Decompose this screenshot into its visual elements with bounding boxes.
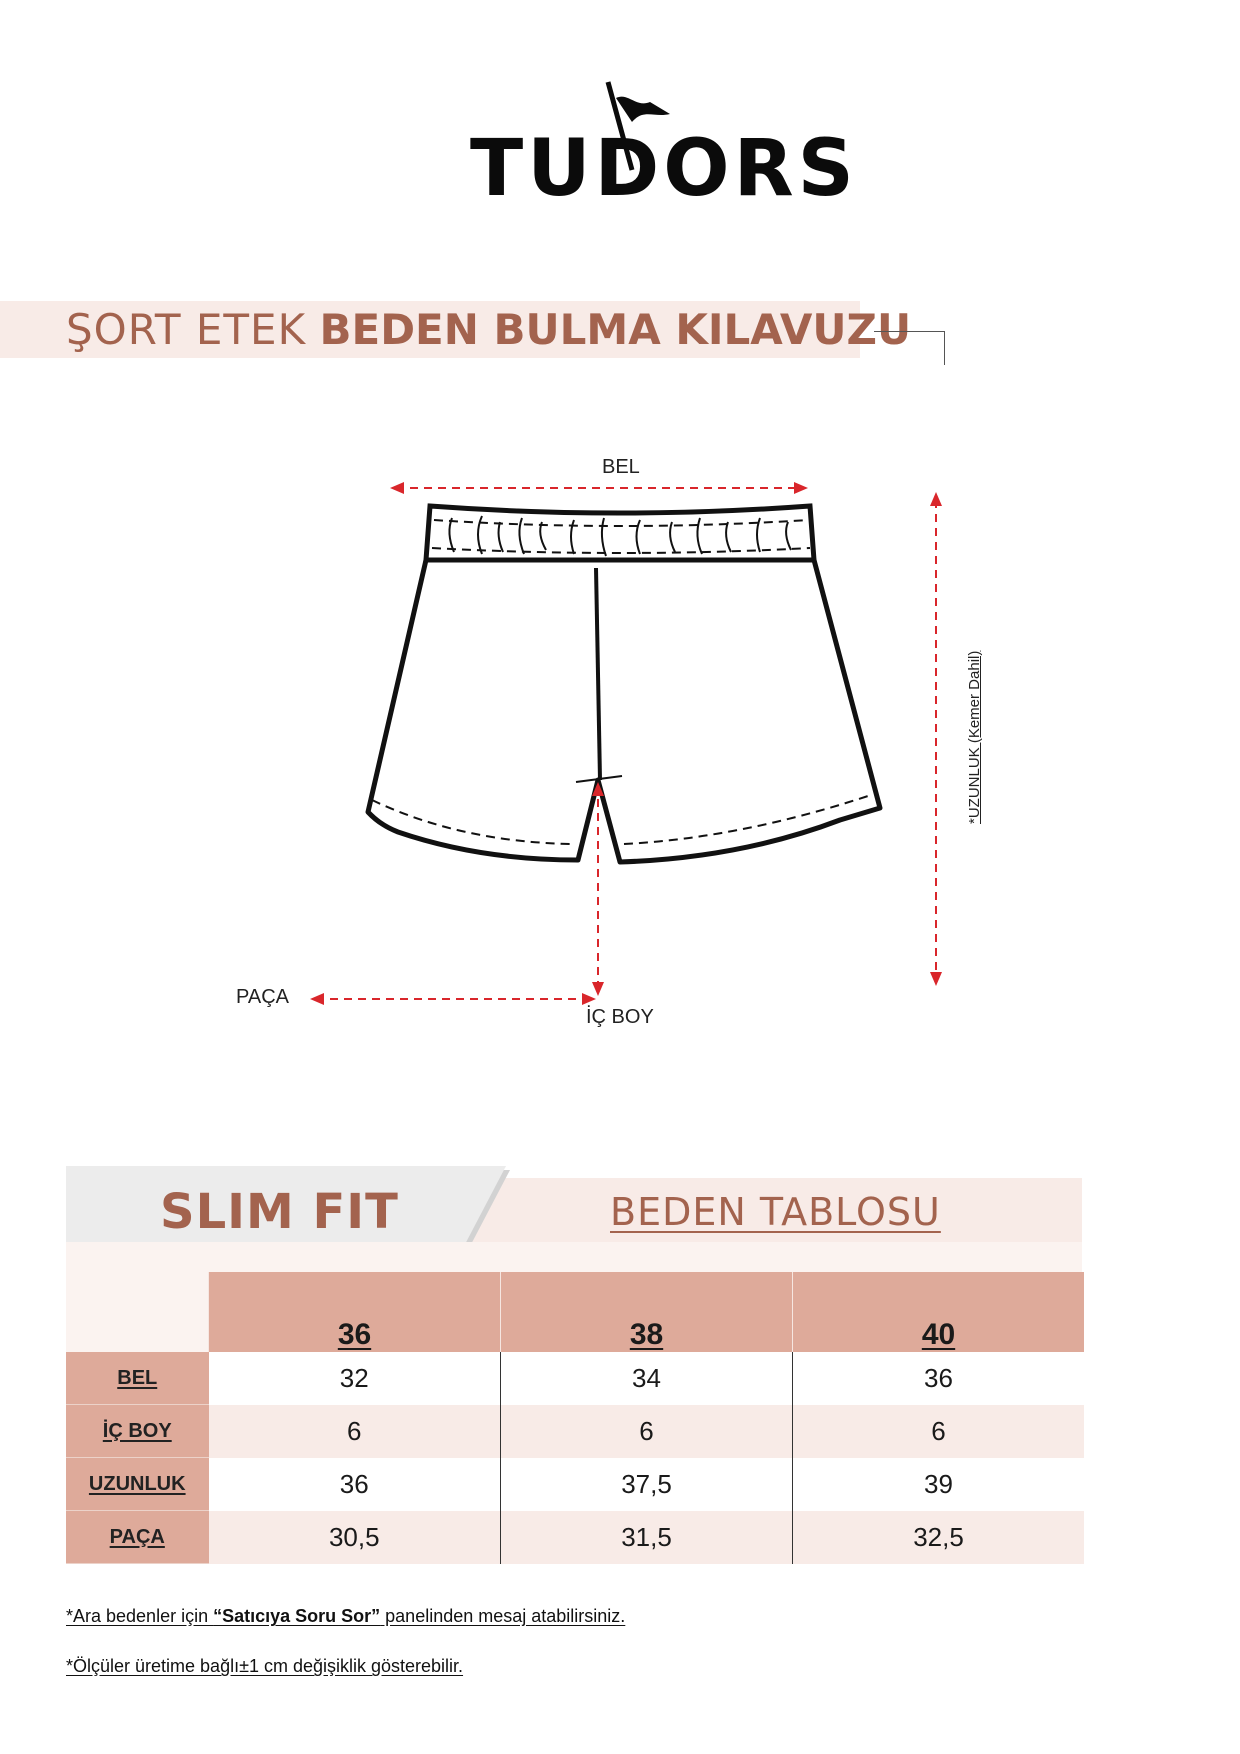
label-waist: BEL [602, 456, 640, 478]
brand-logo [470, 78, 858, 214]
size-header: 40 [793, 1272, 1085, 1352]
page-title [66, 305, 912, 354]
label-inseam: İÇ BOY [586, 1006, 654, 1028]
table-title: BEDEN TABLOSU [610, 1190, 941, 1234]
shorts-diagram [220, 440, 1000, 1040]
heading-rule [874, 331, 945, 365]
size-header: 36 [209, 1272, 501, 1352]
table-cell: 34 [501, 1352, 793, 1405]
note1-pre: *Ara bedenler için [66, 1606, 214, 1626]
table-row [66, 1405, 1084, 1458]
size-header-row [66, 1272, 1084, 1352]
note-intermediate-sizes [66, 1606, 625, 1627]
table-cell: 6 [501, 1405, 793, 1458]
table-row [66, 1511, 1084, 1564]
table-cell: 6 [793, 1405, 1085, 1458]
logo-text: TUDORS [470, 124, 858, 214]
table-corner [66, 1272, 209, 1352]
table-cell: 32 [209, 1352, 501, 1405]
table-cell: 37,5 [501, 1458, 793, 1511]
table-cell: 30,5 [209, 1511, 501, 1564]
row-label: İÇ BOY [66, 1405, 209, 1458]
row-label: UZUNLUK [66, 1458, 209, 1511]
table-cell: 36 [793, 1352, 1085, 1405]
row-label: BEL [66, 1352, 209, 1405]
table-row [66, 1458, 1084, 1511]
page-title-bold: BEDEN BULMA KILAVUZU [319, 305, 912, 354]
size-table [66, 1272, 1084, 1564]
table-top-band [66, 1242, 1082, 1272]
table-cell: 36 [209, 1458, 501, 1511]
note1-post: panelinden mesaj atabilirsiniz. [380, 1606, 626, 1626]
size-header: 38 [501, 1272, 793, 1352]
table-row [66, 1352, 1084, 1405]
label-length: *UZUNLUK (Kemer Dahil) [966, 650, 983, 824]
note-tolerance: *Ölçüler üretime bağlı±1 cm değişiklik gösterebilir. [66, 1656, 464, 1676]
shorts-illustration [220, 440, 1000, 1040]
note1-bold: “Satıcıya Soru Sor” [213, 1606, 381, 1626]
label-hem: PAÇA [236, 986, 289, 1008]
table-cell: 31,5 [501, 1511, 793, 1564]
table-cell: 39 [793, 1458, 1085, 1511]
row-label: PAÇA [66, 1511, 209, 1564]
page-title-light: ŞORT ETEK [66, 305, 307, 354]
table-cell: 6 [209, 1405, 501, 1458]
fit-label: SLIM FIT [160, 1184, 399, 1240]
table-cell: 32,5 [793, 1511, 1085, 1564]
